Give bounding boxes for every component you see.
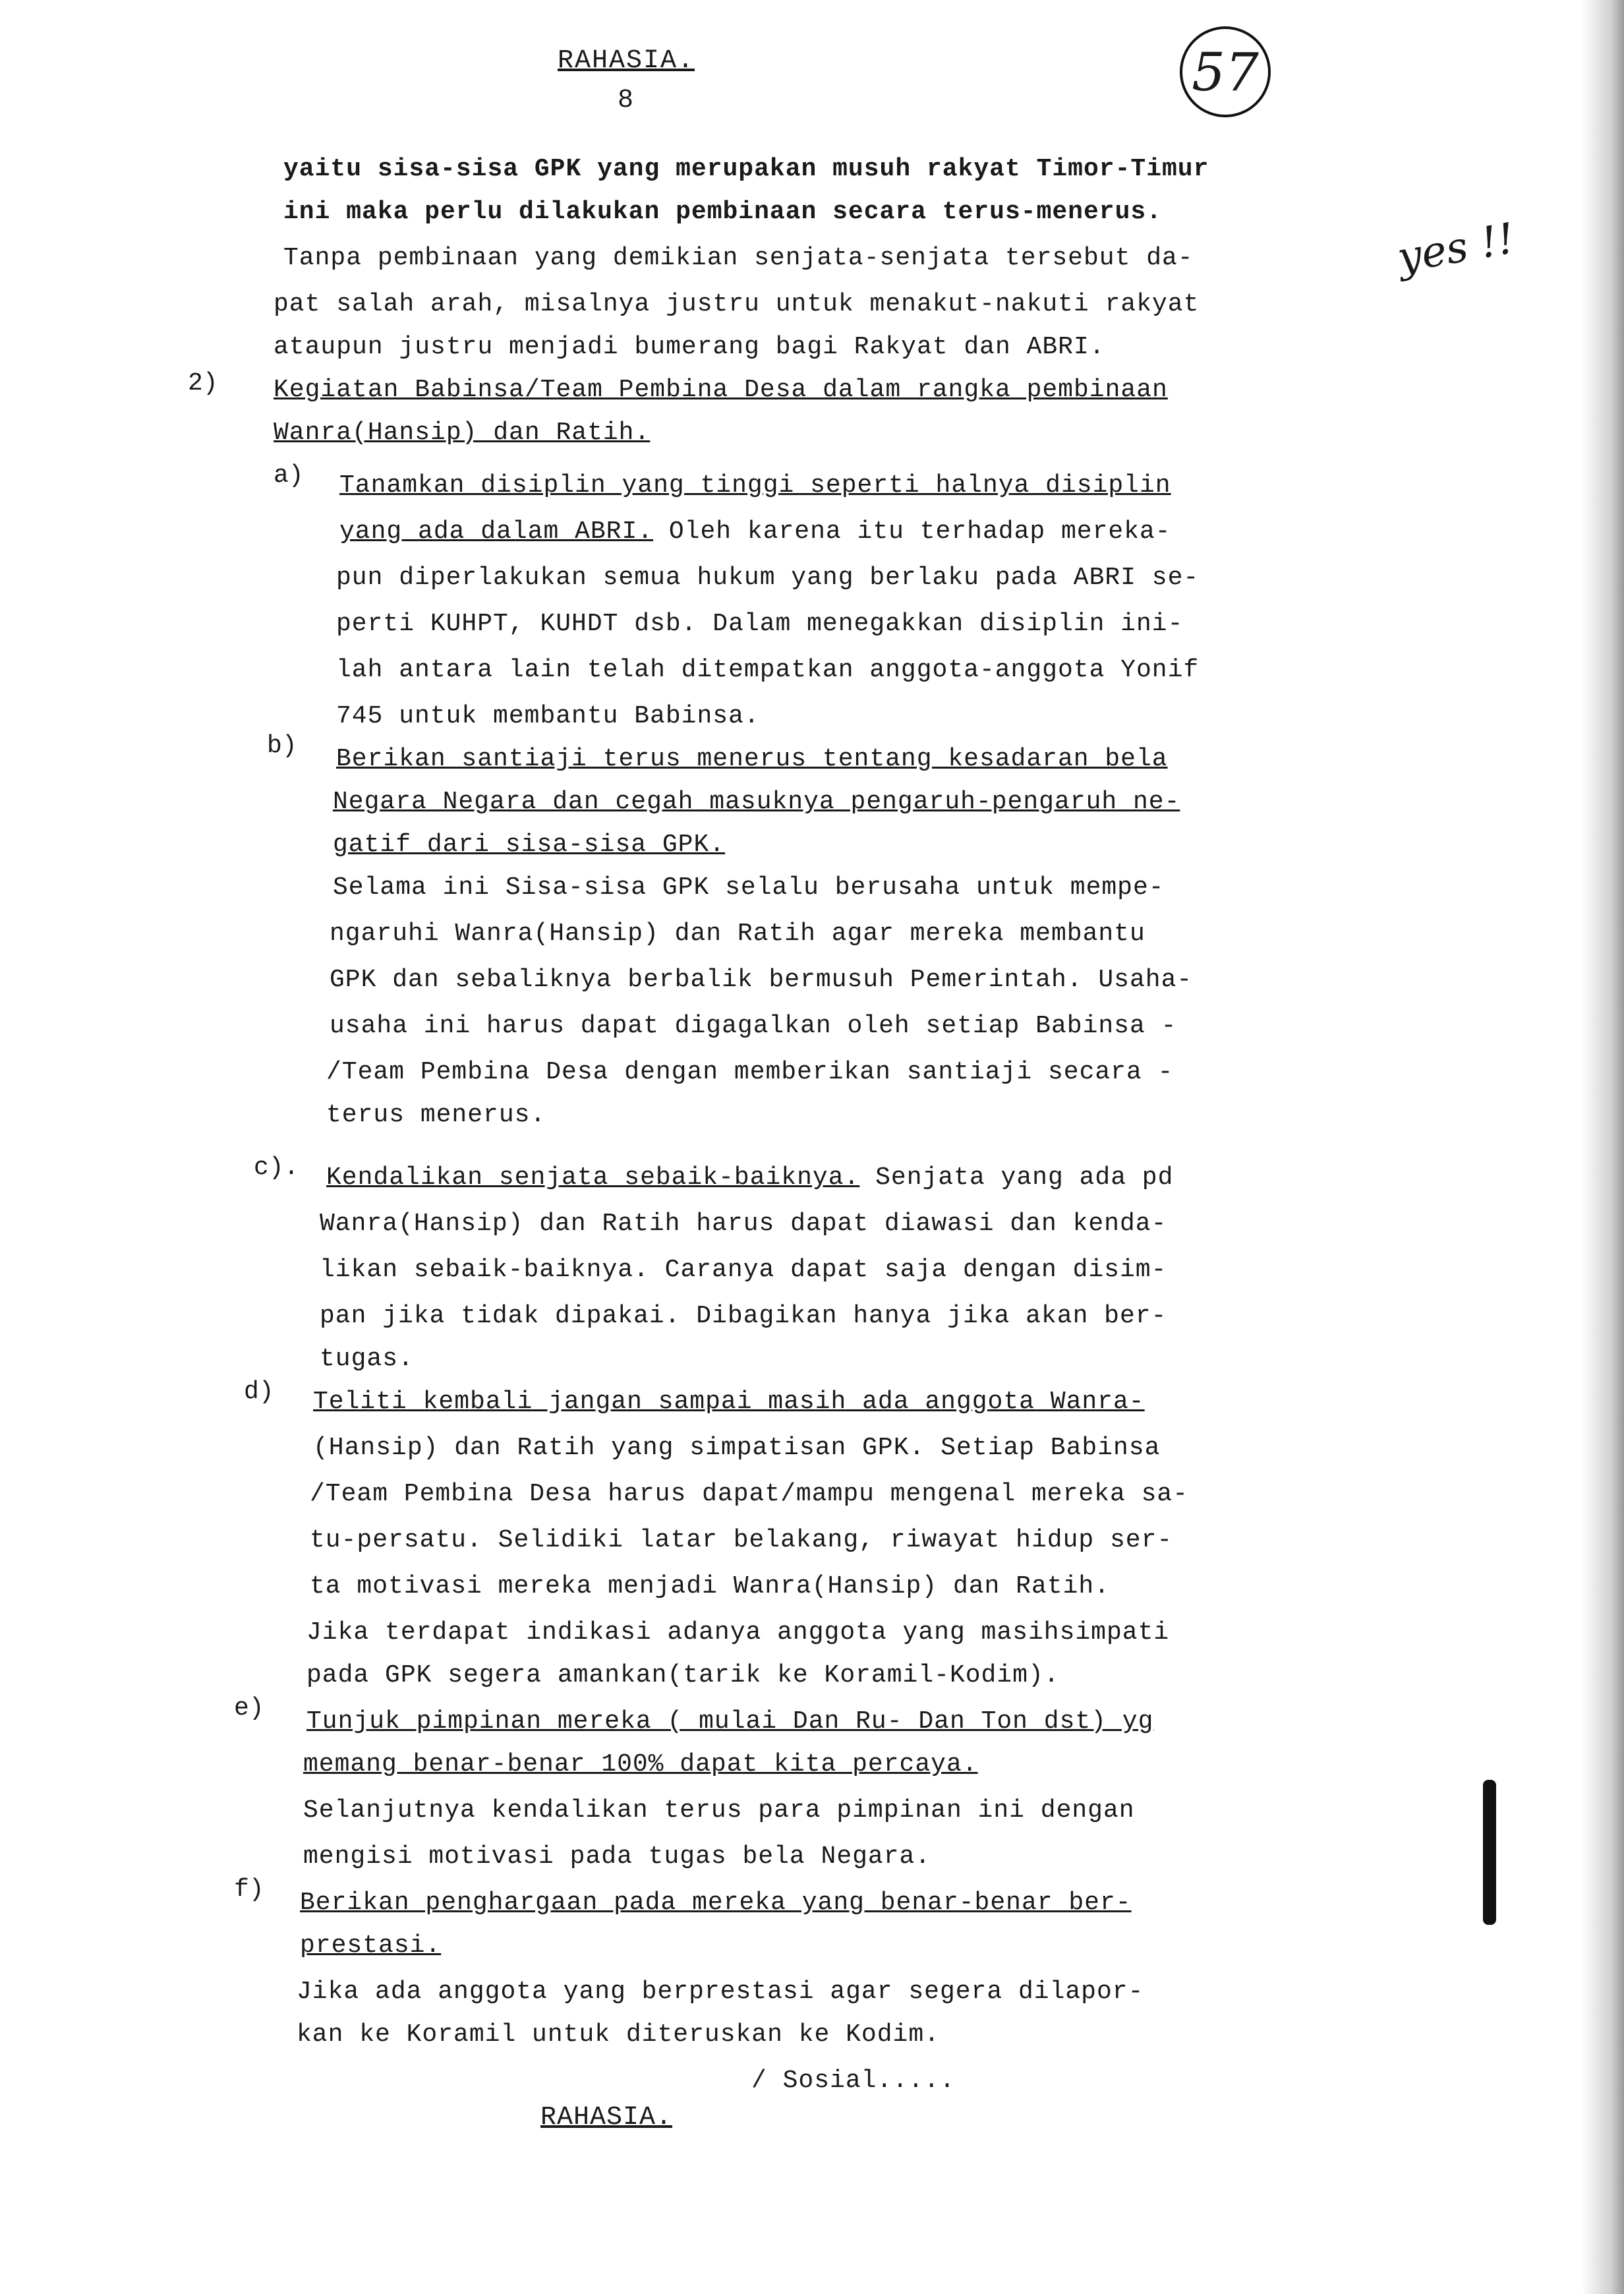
item-body-line: kan ke Koramil untuk diteruskan ke Kodim. bbox=[297, 2020, 940, 2049]
item-title: prestasi. bbox=[300, 1931, 442, 1960]
item-body-line: GPK dan sebaliknya berbalik bermusuh Pemerintah. Usaha- bbox=[330, 966, 1193, 994]
item-label: e) bbox=[234, 1694, 264, 1722]
section-title: Wanra(Hansip) dan Ratih. bbox=[274, 419, 651, 447]
item-body-line: terus menerus. bbox=[326, 1101, 546, 1129]
item-body-line: Selanjutnya kendalikan terus para pimpinan ini dengan bbox=[303, 1796, 1135, 1825]
item-body-line: pada GPK segera amankan(tarik ke Koramil-Kodim). bbox=[306, 1661, 1060, 1690]
item-body-line: likan sebaik-baiknya. Caranya dapat saja dengan disim- bbox=[320, 1256, 1167, 1284]
item-body-line: usaha ini harus dapat digagalkan oleh setiap Babinsa - bbox=[330, 1012, 1177, 1040]
classification-footer: RAHASIA. bbox=[540, 2103, 673, 2132]
item-label: d) bbox=[244, 1378, 274, 1406]
item-title: memang benar-benar 100% dapat kita percaya. bbox=[303, 1750, 978, 1779]
body-line: ini maka perlu dilakukan pembinaan secara terus-menerus. bbox=[283, 198, 1163, 226]
item-body-line: pan jika tidak dipakai. Dibagikan hanya jika akan ber- bbox=[320, 1302, 1167, 1330]
body-line: Tanpa pembinaan yang demikian senjata-senjata tersebut da- bbox=[283, 244, 1194, 272]
item-label: a) bbox=[274, 461, 304, 490]
body-line: pat salah arah, misalnya justru untuk menakut-nakuti rakyat bbox=[274, 290, 1200, 318]
item-label: c). bbox=[254, 1154, 299, 1182]
item-body-line: (Hansip) dan Ratih yang simpatisan GPK. Setiap Babinsa bbox=[313, 1434, 1161, 1462]
item-body-line: /Team Pembina Desa dengan memberikan santiaji secara - bbox=[326, 1058, 1174, 1086]
item-label: f) bbox=[234, 1875, 264, 1904]
item-title: Tanamkan disiplin yang tinggi seperti halnya disiplin bbox=[339, 471, 1171, 500]
item-body-line: ta motivasi mereka menjadi Wanra(Hansip) dan Ratih. bbox=[310, 1572, 1110, 1601]
scan-edge bbox=[1582, 0, 1624, 2294]
item-body-line: mengisi motivasi pada tugas bela Negara. bbox=[303, 1842, 931, 1871]
item-title-tail: Oleh karena itu terhadap mereka- bbox=[653, 517, 1171, 546]
item-title: Teliti kembali jangan sampai masih ada anggota Wanra- bbox=[313, 1388, 1145, 1416]
handwritten-margin-note: yes !! bbox=[1393, 214, 1519, 283]
item-title: gatif dari sisa-sisa GPK. bbox=[333, 831, 726, 859]
item-title: Kendalikan senjata sebaik-baiknya. bbox=[326, 1163, 860, 1192]
item-body-line: perti KUHPT, KUHDT dsb. Dalam menegakkan disiplin ini- bbox=[336, 610, 1184, 638]
item-body-line: tugas. bbox=[320, 1345, 414, 1373]
item-body-line: lah antara lain telah ditempatkan anggota-anggota Yonif bbox=[336, 656, 1200, 684]
item-body-line: /Team Pembina Desa harus dapat/mampu mengenal mereka sa- bbox=[310, 1480, 1189, 1508]
item-body-line: Jika terdapat indikasi adanya anggota yang masihsimpati bbox=[306, 1618, 1170, 1647]
item-label: b) bbox=[267, 732, 297, 760]
body-line: yaitu sisa-sisa GPK yang merupakan musuh rakyat Timor-Timur bbox=[283, 155, 1209, 183]
section-number: 2) bbox=[188, 369, 218, 397]
scan-mark bbox=[1483, 1780, 1496, 1925]
item-body-line: tu-persatu. Selidiki latar belakang, riwayat hidup ser- bbox=[310, 1526, 1173, 1554]
item-body-line: Jika ada anggota yang berprestasi agar segera dilapor- bbox=[297, 1978, 1144, 2006]
item-title: Negara Negara dan cegah masuknya pengaruh-pengaruh ne- bbox=[333, 788, 1180, 816]
item-body-line: ngaruhi Wanra(Hansip) dan Ratih agar mereka membantu bbox=[330, 920, 1146, 948]
item-title: Tunjuk pimpinan mereka ( mulai Dan Ru- Dan Ton dst) yg bbox=[306, 1707, 1154, 1736]
item-title: Berikan santiaji terus menerus tentang kesadaran bela bbox=[336, 745, 1168, 773]
continuation-marker: / Sosial..... bbox=[751, 2067, 956, 2095]
item-title: yang ada dalam ABRI. bbox=[339, 517, 654, 546]
section-title: Kegiatan Babinsa/Team Pembina Desa dalam rangka pembinaan bbox=[274, 376, 1168, 404]
circled-page-number: 57 bbox=[1180, 26, 1271, 117]
item-body-line: Selama ini Sisa-sisa GPK selalu berusaha untuk mempe- bbox=[333, 873, 1165, 902]
item-title-tail: Senjata yang ada pd bbox=[859, 1163, 1174, 1192]
item-body-line: Wanra(Hansip) dan Ratih harus dapat diawasi dan kenda- bbox=[320, 1210, 1167, 1238]
classification-header: RAHASIA. bbox=[557, 46, 695, 76]
item-title: Berikan penghargaan pada mereka yang benar-benar ber- bbox=[300, 1889, 1132, 1917]
page-number: 8 bbox=[617, 86, 635, 115]
item-body-line: pun diperlakukan semua hukum yang berlaku pada ABRI se- bbox=[336, 564, 1200, 592]
body-line: ataupun justru menjadi bumerang bagi Rakyat dan ABRI. bbox=[274, 333, 1105, 361]
item-body-line: 745 untuk membantu Babinsa. bbox=[336, 702, 760, 730]
